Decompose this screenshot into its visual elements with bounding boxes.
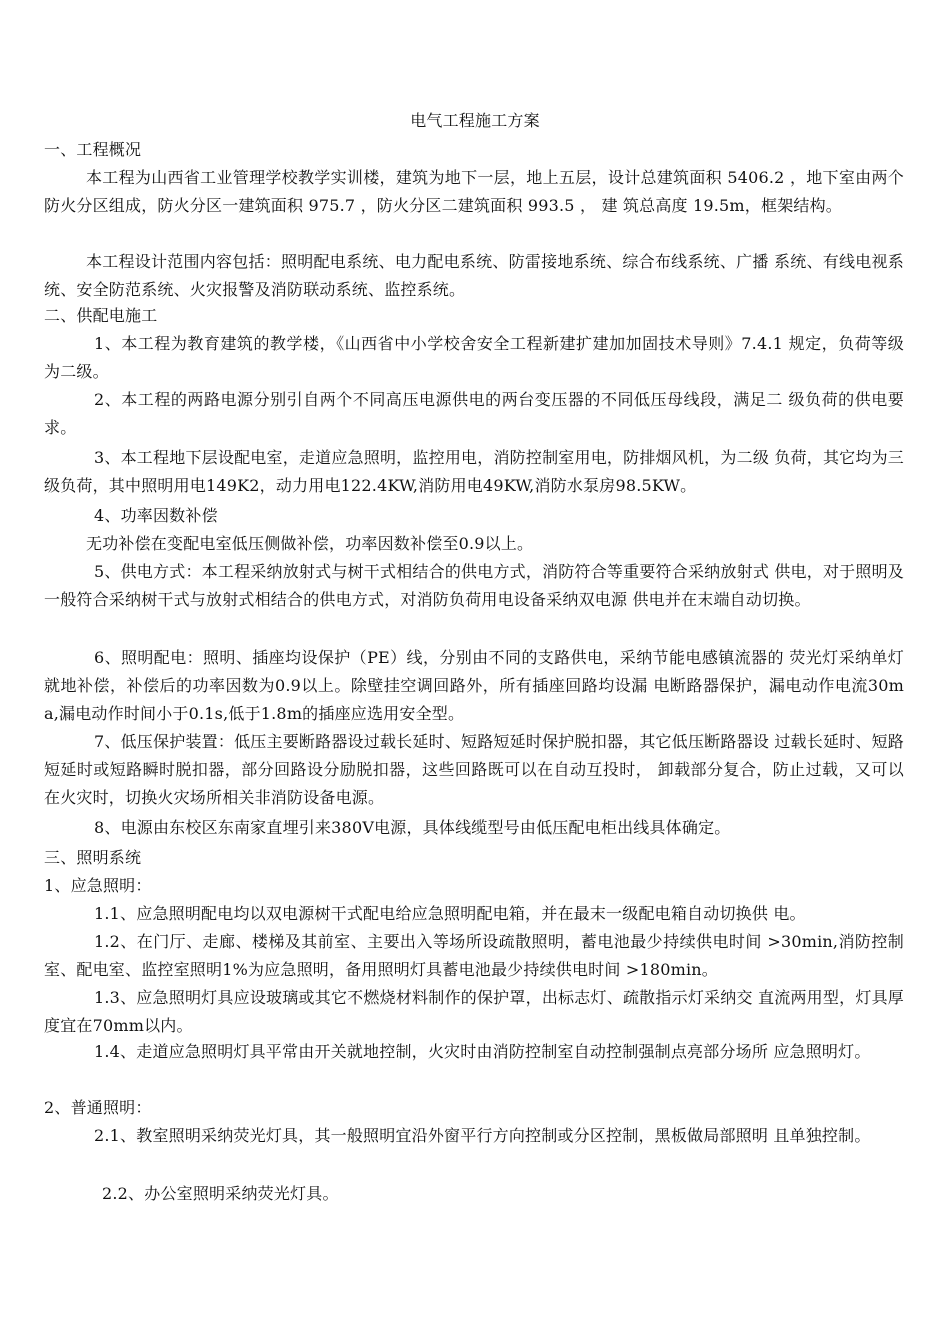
paragraph: 2.2、办公室照明采纳荧光灯具。 xyxy=(102,1184,339,1203)
section-heading-overview: 一、工程概况 xyxy=(44,140,142,159)
paragraph: 4、功率因数补偿 xyxy=(94,506,218,525)
document-title: 电气工程施工方案 xyxy=(410,111,540,130)
paragraph: 5、供电方式：本工程采纳放射式与树干式相结合的供电方式，消防符合等重要符合采纳放射式 供电，对于照明及一般符合采纳树干式与放射式相结合的供电方式，对消防负荷用电设备采纳双电源 供电并在末端自动切换。 xyxy=(44,562,904,609)
section-heading-power-supply: 二、供配电施工 xyxy=(44,306,158,325)
paragraph: 1.3、应急照明灯具应设玻璃或其它不燃烧材料制作的保护罩，出标志灯、疏散指示灯采纳交 直流两用型，灯具厚度宜在70mm以内。 xyxy=(44,988,904,1035)
paragraph: 本工程为山西省工业管理学校教学实训楼，建筑为地下一层，地上五层，设计总建筑面积 5406.2 ，地下室由两个防火分区组成，防火分区一建筑面积 975.7 ，防火分区二建筑面积 993.5 ， 建 筑总高度 19.5m，框架结构。 xyxy=(44,168,904,215)
paragraph: 1.4、走道应急照明灯具平常由开关就地控制，火灾时由消防控制室自动控制强制点亮部分场所 应急照明灯。 xyxy=(94,1042,871,1061)
subsection-heading-general-lighting: 2、普通照明： xyxy=(44,1098,152,1117)
paragraph: 2、本工程的两路电源分别引自两个不同高压电源供电的两台变压器的不同低压母线段，满足二 级负荷的供电要求。 xyxy=(44,390,904,437)
subsection-heading-emergency-lighting: 1、应急照明： xyxy=(44,876,152,895)
paragraph: 本工程设计范围内容包括：照明配电系统、电力配电系统、防雷接地系统、综合布线系统、广播 系统、有线电视系统、安全防范系统、火灾报警及消防联动系统、监控系统。 xyxy=(44,252,904,299)
paragraph: 7、低压保护装置：低压主要断路器设过载长延时、短路短延时保护脱扣器，其它低压断路器设 过载长延时、短路短延时或短路瞬时脱扣器，部分回路设分励脱扣器，这些回路既可以在自动互投时， 卸载部分复合，防止过载，又可以在火灾时，切换火灾场所相关非消防设备电源。 xyxy=(44,732,904,807)
paragraph: 1、本工程为教育建筑的教学楼，《山西省中小学校舍安全工程新建扩建加加固技术导则》7.4.1 规定，负荷等级为二级。 xyxy=(44,334,904,381)
paragraph: 6、照明配电：照明、插座均设保护（PE）线，分别由不同的支路供电，采纳节能电感镇流器的 荧光灯采纳单灯就地补偿，补偿后的功率因数为0.9以上。除壁挂空调回路外，所有插座回路均设漏 电断路器保护，漏电动作电流30ma,漏电动作时间小于0.1s,低于1.8m的插座应选用安全型。 xyxy=(44,648,904,723)
paragraph: 无功补偿在变配电室低压侧做补偿，功率因数补偿至0.9以上。 xyxy=(86,534,534,553)
paragraph: 3、本工程地下层设配电室，走道应急照明，监控用电，消防控制室用电，防排烟风机，为二级 负荷，其它均为三级负荷，其中照明用电149K2，动力用电122.4KW,消防用电49KW,消防水泵房98.5KW。 xyxy=(44,448,904,495)
paragraph: 1.2、在门厅、走廊、楼梯及其前室、主要出入等场所设疏散照明，蓄电池最少持续供电时间 >30min,消防控制室、配电室、监控室照明1%为应急照明，备用照明灯具蓄电池最少持续供电时间 >180min。 xyxy=(44,932,904,979)
paragraph: 1.1、应急照明配电均以双电源树干式配电给应急照明配电箱，并在最末一级配电箱自动切换供 电。 xyxy=(94,904,806,923)
paragraph: 8、电源由东校区东南家直埋引来380V电源，具体线缆型号由低压配电柜出线具体确定。 xyxy=(94,818,731,837)
section-heading-lighting: 三、照明系统 xyxy=(44,848,142,867)
paragraph: 2.1、教室照明采纳荧光灯具，其一般照明宜沿外窗平行方向控制或分区控制，黑板做局部照明 且单独控制。 xyxy=(94,1126,871,1145)
